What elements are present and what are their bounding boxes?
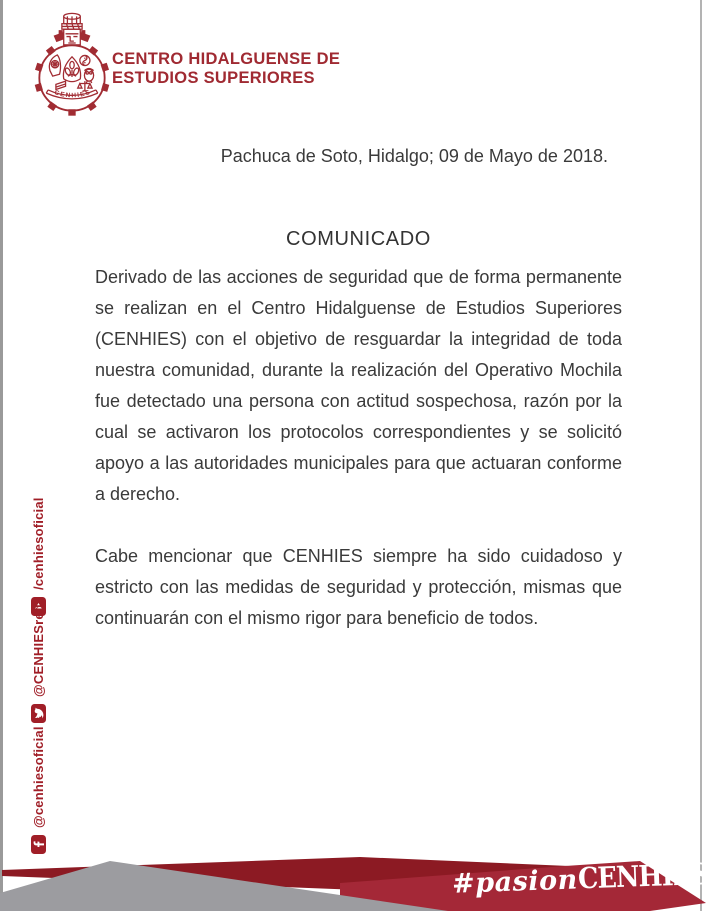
social-handle-facebook: @cenhiesoficial	[31, 726, 46, 828]
svg-text:CENHIES: CENHIES	[53, 88, 93, 100]
social-item-twitter	[31, 604, 46, 723]
hashtag-script-part: #pasion	[451, 864, 579, 900]
hashtag-bold-part: CENHIES	[576, 856, 709, 896]
body-paragraphs	[95, 262, 622, 665]
org-name	[112, 50, 372, 88]
cenhies-seal-logo	[26, 8, 118, 124]
page-left-border	[0, 0, 3, 911]
org-name-line2: ESTUDIOS SUPERIORES	[112, 69, 315, 87]
social-handle-youtube: /cenhiesoficial	[31, 497, 46, 590]
paragraph-2: Cabe mencionar que CENHIES siempre ha sido cuidadoso y estricto con las medidas de seguridad y protección, mismas que continuarán con el mismo rigor para beneficio de todos.	[95, 546, 622, 628]
page-right-border	[700, 0, 702, 911]
twitter-icon	[31, 704, 46, 723]
org-name-line1: CENTRO HIDALGUENSE DE	[112, 50, 341, 68]
social-item-facebook	[31, 726, 46, 854]
social-item-youtube	[31, 497, 46, 616]
social-handle-twitter: @CENHIESred	[31, 604, 46, 697]
seal-banner	[46, 89, 98, 100]
document-title: COMUNICADO	[286, 228, 431, 250]
seal-emblems	[49, 55, 93, 91]
paragraph-1: Derivado de las acciones de seguridad que de forma permanente se realizan en el Centro Hidalguense de Estudios Superiores (CENHIES) con el objetivo de resguardar la integridad de toda nuestra comunidad, durante la realización del Operativo Mochila fue detectado una persona con actitud sospechosa, razón por la cual se activaron los protocolos correspondientes y se solicitó apoyo a las autoridades municipales para que actuaran conforme a derecho.	[95, 267, 622, 504]
seal-atlante-figure	[54, 13, 91, 44]
footer-banner	[0, 850, 711, 911]
date-line: Pachuca de Soto, Hidalgo; 09 de Mayo de 2018.	[220, 146, 608, 166]
